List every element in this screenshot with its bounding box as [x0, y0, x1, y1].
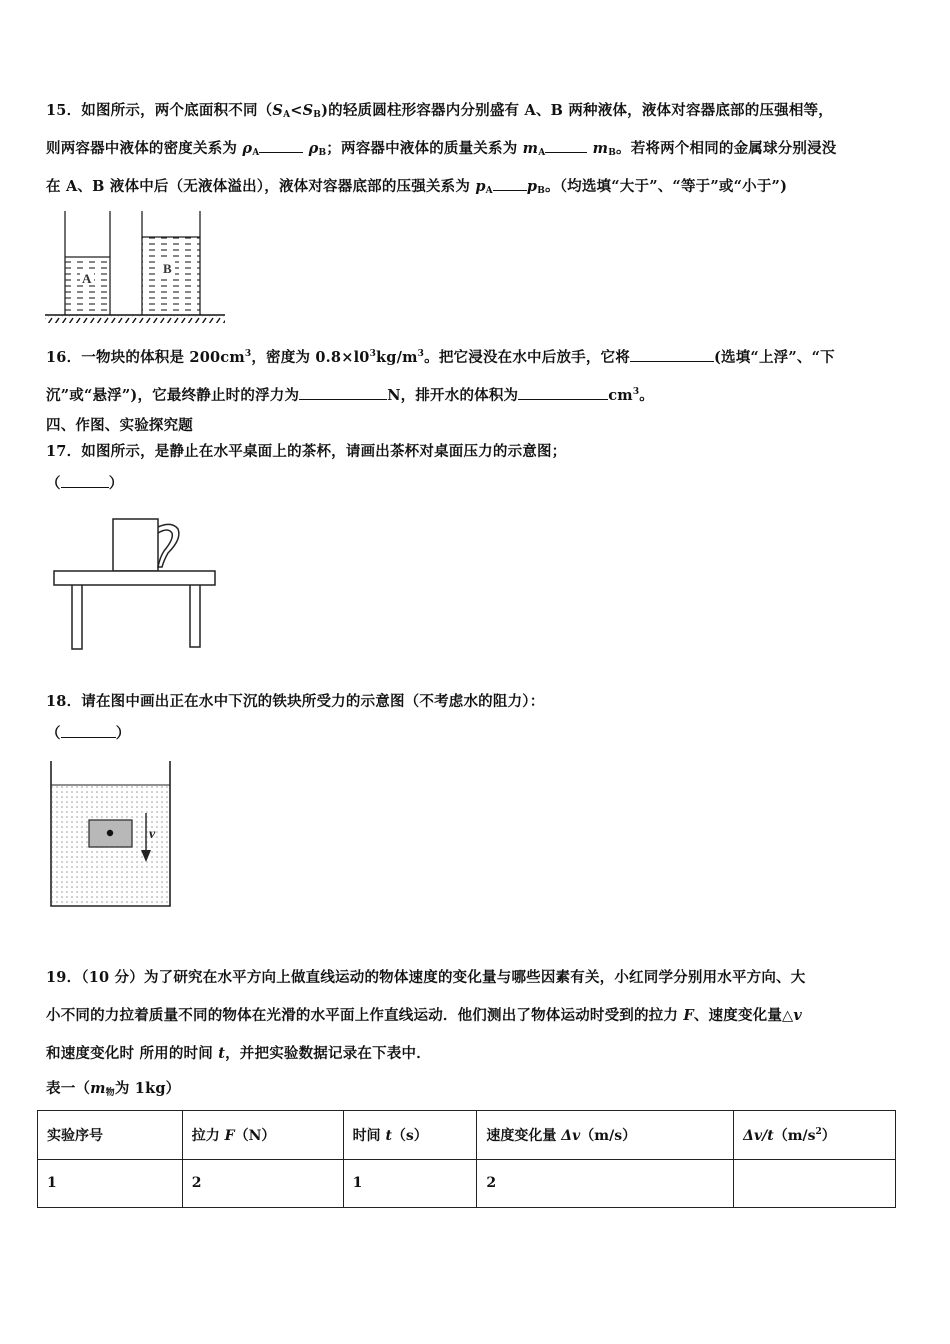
table-top: [54, 571, 215, 585]
text: 时间: [352, 1127, 386, 1144]
var-s: S: [272, 102, 284, 119]
section-title: 四、作图、实验探究题: [46, 417, 193, 434]
q18-answer: [46, 724, 130, 744]
subscript: B: [313, 110, 322, 120]
text: 速度变化量: [486, 1127, 562, 1144]
cup: [113, 519, 158, 571]
q15-line-3: [46, 177, 787, 201]
subscript: A: [538, 148, 546, 158]
text: （N）: [234, 1127, 276, 1144]
text: N，排开水的体积为: [387, 387, 519, 404]
ground-hatch: [45, 316, 225, 323]
var-v: v: [793, 1007, 803, 1024]
table-cell-empty[interactable]: [734, 1159, 896, 1208]
text: 。: [639, 387, 654, 404]
q16-line-2: [46, 382, 654, 406]
paren-open: （: [46, 725, 61, 742]
text: 拉力: [191, 1127, 225, 1144]
q15-line-2: [46, 139, 837, 163]
text: 表一（: [46, 1080, 91, 1097]
text: （m/s）: [580, 1127, 637, 1144]
text: 如图所示，两个底面积不同（: [81, 102, 273, 119]
var-t: t: [218, 1045, 226, 1062]
subscript: B: [318, 148, 327, 158]
var-f: F: [683, 1007, 694, 1024]
superscript: 3: [369, 349, 377, 359]
text: 。若将两个相同的金属球分别浸没: [616, 140, 837, 157]
text: 。把它浸没在水中后放手，它将: [424, 349, 630, 366]
table-cell: 2: [477, 1159, 734, 1208]
table-cell: 2: [182, 1159, 343, 1208]
table-caption: [46, 1079, 180, 1103]
var-m: m: [592, 140, 609, 157]
container-b: [142, 211, 200, 315]
text: 16．一物块的体积是 200cm: [46, 349, 245, 366]
paren-close: ）: [108, 475, 124, 492]
subscript: A: [485, 186, 493, 196]
header-cell: [477, 1111, 734, 1160]
subscript: A: [283, 110, 291, 120]
answer-blank-q18[interactable]: [61, 724, 116, 738]
text: cm: [608, 387, 633, 404]
table-cell: 1: [38, 1159, 183, 1208]
subscript: B: [537, 186, 545, 196]
text: (选填“上浮”、“下: [713, 349, 835, 366]
subscript: B: [608, 148, 616, 158]
q19-line-1: 19．（10 分）为了研究在水平方向上做直线运动的物体速度的变化量与哪些因素有关，小红同学分别用水平方向、大: [46, 969, 806, 986]
data-table: [37, 1110, 896, 1208]
table-leg-right: [190, 585, 200, 647]
superscript: 3: [244, 349, 252, 359]
text: <: [290, 102, 303, 119]
var-m: m: [522, 140, 539, 157]
container-a-label: A: [82, 271, 92, 286]
header-cell: [734, 1111, 896, 1160]
var-rho: ρ: [242, 140, 253, 157]
answer-blank-motion[interactable]: [630, 348, 714, 362]
text: 在 A、B 液体中后（无液体溢出），液体对容器底部的压强关系为: [46, 178, 476, 195]
answer-blank-mass[interactable]: [545, 139, 587, 153]
velocity-label: v: [149, 827, 156, 842]
table-cell: 1: [343, 1159, 477, 1208]
text: （s）: [391, 1127, 428, 1144]
answer-blank-q17[interactable]: [61, 474, 109, 488]
q19-line-3: [46, 1044, 431, 1064]
text: 沉”或“悬浮”)，它最终静止时的浮力为: [46, 387, 300, 404]
text: 小不同的力拉着质量不同的物体在光滑的水平面上作直线运动．他们测出了物体运动时受到的拉力: [46, 1007, 684, 1024]
var-m: m: [90, 1080, 106, 1097]
var: F: [224, 1127, 235, 1144]
text: ，并把实验数据记录在下表中．: [225, 1045, 431, 1062]
var: t: [385, 1127, 392, 1144]
subscript: 物: [105, 1088, 115, 1098]
paren-open: （: [46, 475, 61, 492]
var: Δv: [561, 1127, 581, 1144]
var: Δv/t: [743, 1127, 774, 1144]
q16-line-1: [46, 344, 835, 368]
cup-table-figure: [40, 505, 230, 655]
subscript: A: [252, 148, 260, 158]
text: ）: [821, 1127, 836, 1144]
answer-blank-buoyancy[interactable]: [299, 386, 387, 400]
text: 。（均选填“大于”、“等于”或“小于”): [545, 178, 788, 195]
container-b-label: B: [163, 261, 172, 276]
text: 实验序号: [47, 1127, 103, 1144]
header-cell: [182, 1111, 343, 1160]
cup-handle: [158, 524, 179, 567]
q17-text: 17．如图所示，是静止在水平桌面上的茶杯，请画出茶杯对桌面压力的示意图；: [46, 443, 567, 460]
container-a: [65, 211, 110, 315]
header-cell: [343, 1111, 477, 1160]
q15-line-1: [46, 101, 833, 125]
text: )的轻质圆柱形容器内分别盛有 A、B 两种液体，液体对容器底部的压强相等，: [321, 102, 833, 119]
q19-line-2: [46, 1006, 802, 1026]
paren-close: ）: [115, 725, 131, 742]
superscript: 3: [632, 387, 640, 397]
text: ，密度为 0.8×l0: [251, 349, 370, 366]
text: 则两容器中液体的密度关系为: [46, 140, 243, 157]
superscript: 2: [815, 1126, 822, 1137]
var-p: p: [475, 178, 486, 195]
var-s: S: [302, 102, 314, 119]
containers-figure: [40, 205, 240, 330]
superscript: 3: [417, 349, 425, 359]
question-number: 15．: [46, 102, 82, 119]
var-rho: ρ: [308, 140, 319, 157]
answer-blank-density[interactable]: [259, 139, 303, 153]
text: 和速度变化时 所用的时间: [46, 1045, 219, 1062]
text: ；两容器中液体的质量关系为: [326, 140, 523, 157]
q17-answer: [46, 474, 123, 494]
table-leg-left: [72, 585, 82, 649]
header-cell: [38, 1111, 183, 1160]
text: 、速度变化量△: [693, 1007, 794, 1024]
sinking-block-figure: [40, 755, 190, 915]
table-row: [38, 1159, 896, 1208]
text: kg/m: [376, 349, 418, 366]
text: （m/s: [773, 1127, 816, 1144]
table-header-row: [38, 1111, 896, 1160]
text: 为 1kg）: [114, 1080, 181, 1097]
var-p: p: [526, 178, 538, 195]
answer-blank-pressure[interactable]: [493, 177, 527, 191]
q18-text: 18．请在图中画出正在水中下沉的铁块所受力的示意图（不考虑水的阻力）：: [46, 693, 545, 710]
center-point: [107, 830, 113, 836]
answer-blank-volume[interactable]: [518, 386, 608, 400]
